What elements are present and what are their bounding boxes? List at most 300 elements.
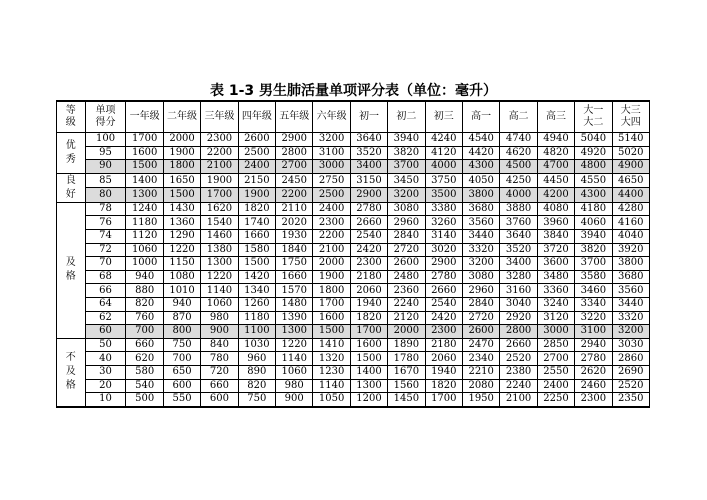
value-cell: 2700 (276, 160, 313, 174)
value-cell: 2080 (462, 379, 499, 393)
value-cell: 1420 (238, 270, 275, 284)
header-row (57, 101, 650, 133)
value-cell: 2300 (425, 325, 462, 339)
value-cell: 1500 (163, 188, 200, 203)
value-cell: 750 (163, 338, 200, 352)
value-cell: 620 (126, 352, 163, 366)
value-cell: 3240 (537, 297, 574, 311)
value-cell: 2240 (388, 297, 425, 311)
value-cell: 2660 (350, 216, 387, 230)
header-grade (238, 101, 275, 133)
level-group-char: 不 (65, 352, 76, 364)
value-cell: 4550 (575, 173, 612, 188)
value-cell: 2620 (575, 365, 612, 379)
value-cell: 890 (238, 365, 275, 379)
value-cell: 2460 (575, 379, 612, 393)
level-group-char: 及 (65, 257, 76, 269)
header-grade-label: 六年级 (316, 111, 347, 122)
header-grade-label: 初二 (396, 111, 417, 122)
score-cell: 10 (85, 393, 126, 407)
value-cell: 2750 (313, 173, 350, 188)
value-cell: 3200 (388, 188, 425, 203)
level-group-char: 格 (65, 271, 76, 283)
value-cell: 4080 (537, 202, 574, 216)
value-cell: 660 (201, 379, 238, 393)
value-cell: 1140 (313, 379, 350, 393)
value-cell: 2500 (313, 188, 350, 203)
header-grade-label: 高二 (508, 111, 529, 122)
value-cell: 2900 (276, 133, 313, 147)
value-cell: 1930 (276, 229, 313, 243)
value-cell: 3100 (313, 146, 350, 160)
value-cell: 4620 (500, 146, 537, 160)
score-cell: 68 (85, 270, 126, 284)
score-cell: 90 (85, 160, 126, 174)
value-cell: 1820 (350, 311, 387, 325)
score-cell: 74 (85, 229, 126, 243)
value-cell: 900 (276, 393, 313, 407)
level-group-label (57, 202, 86, 338)
value-cell: 4650 (612, 173, 649, 188)
value-cell: 2300 (350, 257, 387, 271)
table-row (57, 284, 650, 298)
value-cell: 1660 (238, 229, 275, 243)
value-cell: 2860 (612, 352, 649, 366)
value-cell: 2800 (276, 146, 313, 160)
value-cell: 2720 (462, 311, 499, 325)
value-cell: 3750 (425, 173, 462, 188)
value-cell: 2960 (462, 284, 499, 298)
value-cell: 3450 (388, 173, 425, 188)
value-cell: 2660 (425, 284, 462, 298)
value-cell: 4120 (425, 146, 462, 160)
header-grade (163, 101, 200, 133)
value-cell: 1890 (388, 338, 425, 352)
value-cell: 2000 (313, 257, 350, 271)
score-cell: 78 (85, 202, 126, 216)
value-cell: 2100 (500, 393, 537, 407)
value-cell: 3920 (612, 243, 649, 257)
header-grade-label: 大三 (620, 105, 641, 116)
value-cell: 580 (126, 365, 163, 379)
value-cell: 2180 (350, 270, 387, 284)
value-cell: 3640 (350, 133, 387, 147)
value-cell: 2600 (462, 325, 499, 339)
score-cell: 64 (85, 297, 126, 311)
value-cell: 4500 (500, 160, 537, 174)
value-cell: 2300 (575, 393, 612, 407)
table-row (57, 379, 650, 393)
value-cell: 1700 (350, 325, 387, 339)
value-cell: 1300 (276, 325, 313, 339)
value-cell: 3940 (388, 133, 425, 147)
value-cell: 500 (126, 393, 163, 407)
value-cell: 3340 (575, 297, 612, 311)
value-cell: 1180 (238, 311, 275, 325)
value-cell: 2380 (500, 365, 537, 379)
value-cell: 1240 (126, 202, 163, 216)
value-cell: 820 (126, 297, 163, 311)
value-cell: 3680 (612, 270, 649, 284)
score-cell: 66 (85, 284, 126, 298)
table-row (57, 257, 650, 271)
value-cell: 4400 (612, 188, 649, 203)
level-group-char: 格 (65, 380, 76, 392)
value-cell: 1500 (313, 325, 350, 339)
value-cell: 760 (126, 311, 163, 325)
value-cell: 4200 (537, 188, 574, 203)
value-cell: 2240 (500, 379, 537, 393)
header-grade (425, 101, 462, 133)
value-cell: 1900 (163, 146, 200, 160)
value-cell: 3500 (425, 188, 462, 203)
value-cell: 2120 (388, 311, 425, 325)
value-cell: 2250 (537, 393, 574, 407)
value-cell: 2550 (537, 365, 574, 379)
value-cell: 3800 (462, 188, 499, 203)
value-cell: 2940 (575, 338, 612, 352)
value-cell: 3280 (500, 270, 537, 284)
value-cell: 880 (126, 284, 163, 298)
value-cell: 1220 (163, 243, 200, 257)
value-cell: 4300 (575, 188, 612, 203)
value-cell: 3030 (612, 338, 649, 352)
value-cell: 3120 (537, 311, 574, 325)
value-cell: 2960 (388, 216, 425, 230)
value-cell: 2000 (388, 325, 425, 339)
value-cell: 2300 (201, 133, 238, 147)
value-cell: 2400 (537, 379, 574, 393)
value-cell: 3880 (500, 202, 537, 216)
value-cell: 3940 (575, 229, 612, 243)
value-cell: 4300 (462, 160, 499, 174)
value-cell: 1410 (313, 338, 350, 352)
value-cell: 3380 (425, 202, 462, 216)
value-cell: 1150 (163, 257, 200, 271)
value-cell: 1100 (238, 325, 275, 339)
header-grade-label: 四年级 (241, 111, 272, 122)
value-cell: 3100 (575, 325, 612, 339)
level-group-char: 秀 (65, 153, 76, 165)
value-cell: 2850 (537, 338, 574, 352)
value-cell: 3320 (612, 311, 649, 325)
value-cell: 1260 (238, 297, 275, 311)
value-cell: 3360 (537, 284, 574, 298)
value-cell: 2200 (313, 229, 350, 243)
value-cell: 5040 (575, 133, 612, 147)
header-grade-label: 大二 (583, 117, 604, 128)
value-cell: 3440 (462, 229, 499, 243)
value-cell: 2180 (425, 338, 462, 352)
value-cell: 1200 (350, 393, 387, 407)
value-cell: 3000 (537, 325, 574, 339)
value-cell: 1010 (163, 284, 200, 298)
score-cell: 60 (85, 325, 126, 339)
value-cell: 4740 (500, 133, 537, 147)
value-cell: 2600 (388, 257, 425, 271)
header-grade-label: 初一 (359, 111, 379, 122)
level-group-label (57, 338, 86, 406)
value-cell: 4000 (425, 160, 462, 174)
table-title: 表 1-3 男生肺活量单项评分表（单位：毫升） (209, 83, 498, 99)
value-cell: 1120 (126, 229, 163, 243)
value-cell: 600 (163, 379, 200, 393)
value-cell: 1560 (388, 379, 425, 393)
value-cell: 2300 (313, 216, 350, 230)
value-cell: 750 (238, 393, 275, 407)
value-cell: 1500 (238, 257, 275, 271)
score-table-body (57, 133, 650, 407)
value-cell: 2840 (462, 297, 499, 311)
score-cell: 30 (85, 365, 126, 379)
table-row (57, 160, 650, 174)
value-cell: 2840 (388, 229, 425, 243)
value-cell: 1390 (276, 311, 313, 325)
header-grade (201, 101, 238, 133)
value-cell: 700 (126, 325, 163, 339)
value-cell: 720 (201, 365, 238, 379)
value-cell: 3400 (350, 160, 387, 174)
header-grade (388, 101, 425, 133)
header-grade (126, 101, 163, 133)
header-grade-label: 初三 (433, 111, 454, 122)
header-grade-label: 大四 (620, 117, 641, 128)
value-cell: 1380 (201, 243, 238, 257)
value-cell: 820 (238, 379, 275, 393)
value-cell: 4250 (500, 173, 537, 188)
value-cell: 1700 (313, 297, 350, 311)
value-cell: 2020 (276, 216, 313, 230)
value-cell: 700 (163, 352, 200, 366)
value-cell: 1620 (201, 202, 238, 216)
value-cell: 2780 (575, 352, 612, 366)
value-cell: 1430 (163, 202, 200, 216)
value-cell: 3820 (388, 146, 425, 160)
table-row (57, 270, 650, 284)
value-cell: 3520 (500, 243, 537, 257)
value-cell: 1900 (201, 173, 238, 188)
value-cell: 1220 (276, 338, 313, 352)
value-cell: 2660 (500, 338, 537, 352)
header-grade (537, 101, 574, 133)
value-cell: 2500 (238, 146, 275, 160)
value-cell: 2420 (350, 243, 387, 257)
value-cell: 4800 (575, 160, 612, 174)
value-cell: 3200 (313, 133, 350, 147)
value-cell: 4450 (537, 173, 574, 188)
value-cell: 2350 (612, 393, 649, 407)
value-cell: 3680 (462, 202, 499, 216)
value-cell: 540 (126, 379, 163, 393)
level-group-char: 好 (65, 188, 76, 200)
value-cell: 1140 (276, 352, 313, 366)
value-cell: 2690 (612, 365, 649, 379)
value-cell: 4040 (612, 229, 649, 243)
value-cell: 4820 (537, 146, 574, 160)
value-cell: 800 (163, 325, 200, 339)
value-cell: 2540 (350, 229, 387, 243)
value-cell: 940 (126, 270, 163, 284)
value-cell: 2780 (350, 202, 387, 216)
header-grade (313, 101, 350, 133)
value-cell: 3400 (500, 257, 537, 271)
value-cell: 840 (201, 338, 238, 352)
value-cell: 4160 (612, 216, 649, 230)
value-cell: 3720 (537, 243, 574, 257)
value-cell: 5140 (612, 133, 649, 147)
level-group-label (57, 173, 86, 202)
header-grade-label: 三年级 (204, 111, 235, 122)
value-cell: 2340 (462, 352, 499, 366)
value-cell: 1300 (201, 257, 238, 271)
value-cell: 3200 (612, 325, 649, 339)
value-cell: 1080 (163, 270, 200, 284)
score-cell: 72 (85, 243, 126, 257)
score-cell: 70 (85, 257, 126, 271)
value-cell: 4700 (537, 160, 574, 174)
header-score (85, 101, 126, 133)
level-group-char: 及 (65, 366, 76, 378)
value-cell: 1290 (163, 229, 200, 243)
value-cell: 1600 (350, 338, 387, 352)
level-group-char: 优 (65, 139, 76, 151)
value-cell: 980 (276, 379, 313, 393)
value-cell: 4540 (462, 133, 499, 147)
value-cell: 2600 (238, 133, 275, 147)
value-cell: 3020 (425, 243, 462, 257)
value-cell: 3260 (425, 216, 462, 230)
value-cell: 960 (238, 352, 275, 366)
value-cell: 4060 (575, 216, 612, 230)
value-cell: 900 (201, 325, 238, 339)
value-cell: 1780 (388, 352, 425, 366)
value-cell: 4940 (537, 133, 574, 147)
score-cell: 95 (85, 146, 126, 160)
value-cell: 980 (201, 311, 238, 325)
level-group-char: 良 (65, 174, 76, 186)
value-cell: 1940 (350, 297, 387, 311)
value-cell: 1940 (425, 365, 462, 379)
value-cell: 1750 (276, 257, 313, 271)
table-row (57, 133, 650, 147)
value-cell: 1580 (238, 243, 275, 257)
header-level-line: 等 (65, 105, 76, 116)
value-cell: 1650 (163, 173, 200, 188)
value-cell: 1820 (238, 202, 275, 216)
value-cell: 3220 (575, 311, 612, 325)
table-row (57, 297, 650, 311)
header-grade-label: 高一 (471, 111, 492, 122)
value-cell: 3820 (575, 243, 612, 257)
value-cell: 1060 (126, 243, 163, 257)
value-cell: 650 (163, 365, 200, 379)
value-cell: 1320 (313, 352, 350, 366)
value-cell: 3150 (350, 173, 387, 188)
value-cell: 1060 (201, 297, 238, 311)
value-cell: 3140 (425, 229, 462, 243)
score-cell: 20 (85, 379, 126, 393)
value-cell: 1900 (313, 270, 350, 284)
value-cell: 3560 (462, 216, 499, 230)
value-cell: 1500 (350, 352, 387, 366)
value-cell: 1220 (201, 270, 238, 284)
value-cell: 2420 (425, 311, 462, 325)
value-cell: 3600 (537, 257, 574, 271)
value-cell: 1400 (126, 173, 163, 188)
value-cell: 2520 (612, 379, 649, 393)
table-row (57, 311, 650, 325)
table-row (57, 173, 650, 188)
table-row (57, 243, 650, 257)
value-cell: 1460 (201, 229, 238, 243)
table-row (57, 146, 650, 160)
value-cell: 3960 (537, 216, 574, 230)
value-cell: 1600 (126, 146, 163, 160)
value-cell: 2700 (537, 352, 574, 366)
score-cell: 76 (85, 216, 126, 230)
score-table (56, 100, 650, 408)
value-cell: 2900 (425, 257, 462, 271)
value-cell: 1670 (388, 365, 425, 379)
value-cell: 3080 (388, 202, 425, 216)
value-cell: 550 (163, 393, 200, 407)
value-cell: 2060 (425, 352, 462, 366)
value-cell: 3440 (612, 297, 649, 311)
value-cell: 2400 (238, 160, 275, 174)
value-cell: 1480 (276, 297, 313, 311)
value-cell: 2540 (425, 297, 462, 311)
value-cell: 1660 (276, 270, 313, 284)
table-row (57, 202, 650, 216)
header-grade (500, 101, 537, 133)
value-cell: 2780 (425, 270, 462, 284)
value-cell: 1450 (388, 393, 425, 407)
value-cell: 2210 (462, 365, 499, 379)
value-cell: 3700 (575, 257, 612, 271)
value-cell: 4920 (575, 146, 612, 160)
value-cell: 2900 (350, 188, 387, 203)
header-grade (276, 101, 313, 133)
value-cell: 2110 (276, 202, 313, 216)
value-cell: 2800 (500, 325, 537, 339)
table-row (57, 216, 650, 230)
header-score-line: 得分 (95, 117, 116, 128)
value-cell: 2520 (500, 352, 537, 366)
value-cell: 1540 (201, 216, 238, 230)
value-cell: 1820 (425, 379, 462, 393)
value-cell: 1060 (276, 365, 313, 379)
value-cell: 2360 (388, 284, 425, 298)
value-cell: 3580 (575, 270, 612, 284)
score-cell: 40 (85, 352, 126, 366)
value-cell: 2450 (276, 173, 313, 188)
value-cell: 1500 (126, 160, 163, 174)
value-cell: 1400 (350, 365, 387, 379)
value-cell: 1700 (425, 393, 462, 407)
table-row (57, 188, 650, 203)
value-cell: 4240 (425, 133, 462, 147)
value-cell: 2060 (350, 284, 387, 298)
value-cell: 2720 (388, 243, 425, 257)
value-cell: 4280 (612, 202, 649, 216)
value-cell: 3640 (500, 229, 537, 243)
header-grade (462, 101, 499, 133)
value-cell: 1700 (201, 188, 238, 203)
value-cell: 1230 (313, 365, 350, 379)
value-cell: 3200 (462, 257, 499, 271)
value-cell: 4050 (462, 173, 499, 188)
value-cell: 1300 (126, 188, 163, 203)
